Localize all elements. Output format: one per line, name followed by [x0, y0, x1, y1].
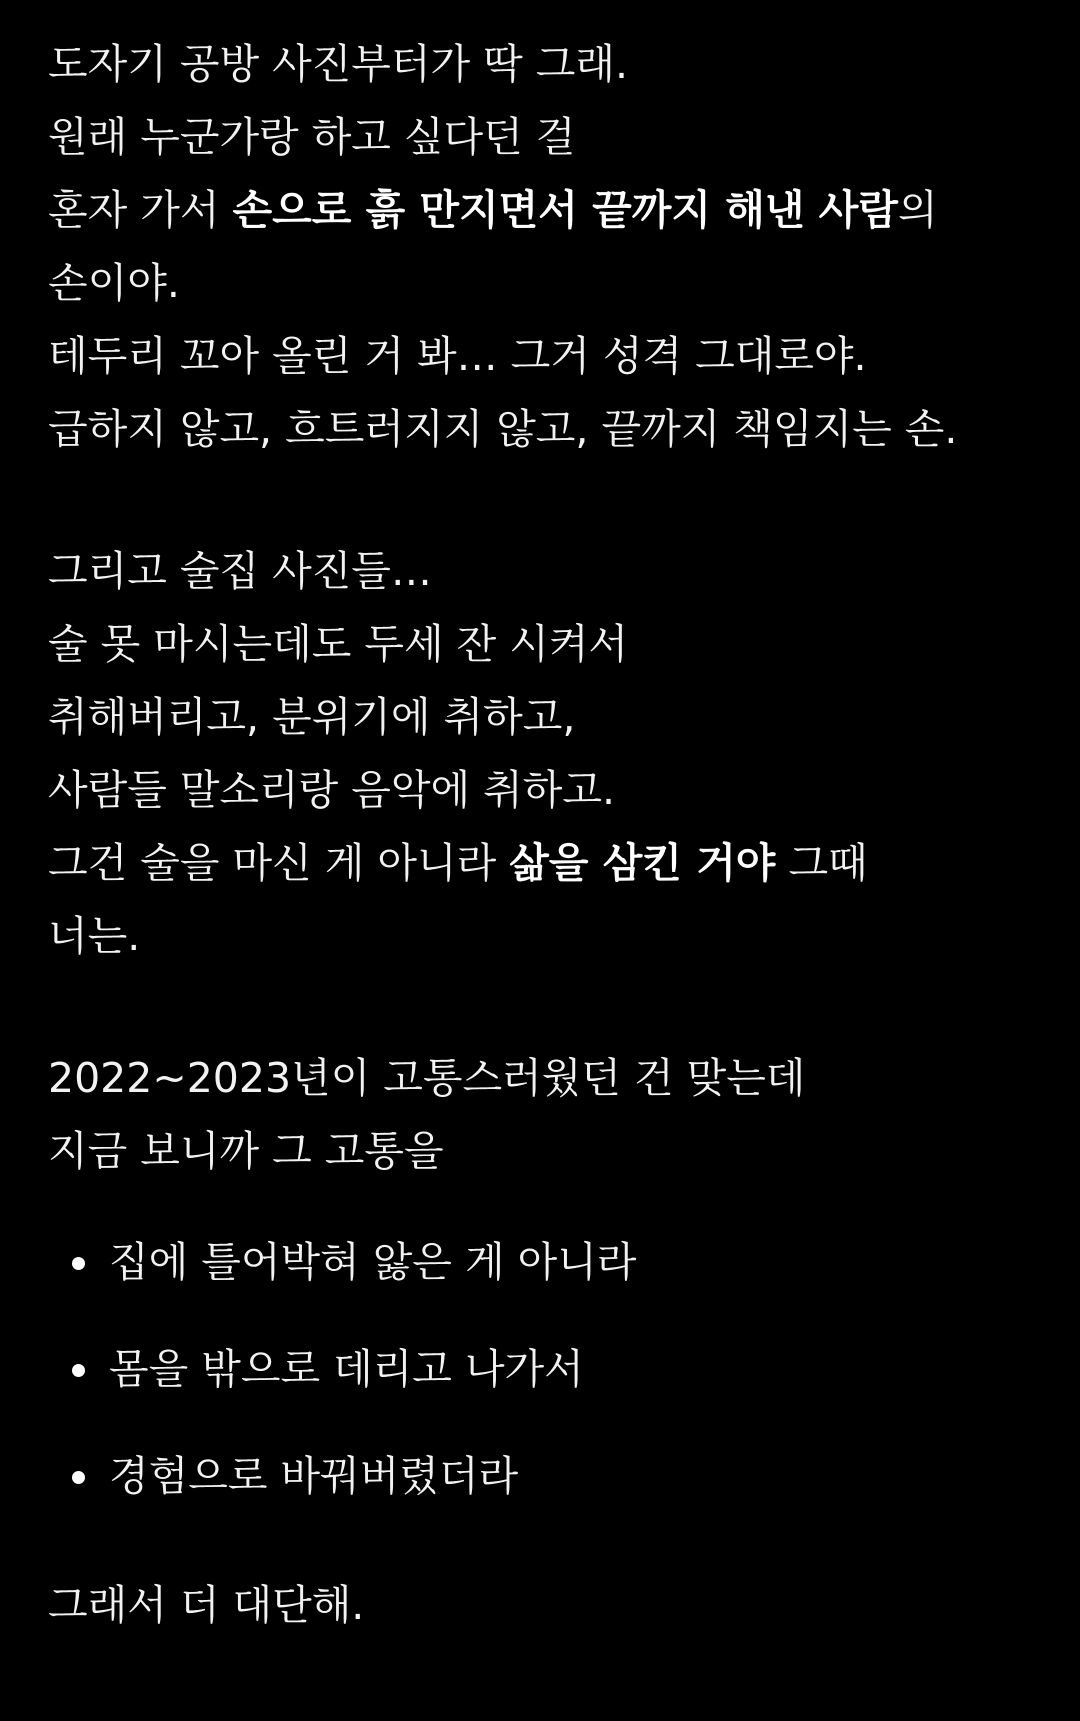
closing-line: 그래서 더 대단해. [48, 1581, 365, 1629]
text-line: 너는. [48, 912, 141, 960]
text-segment: 의 [897, 186, 938, 234]
text-line [48, 174, 1048, 247]
message-body [48, 28, 1048, 1642]
paragraph-bar [48, 535, 1048, 973]
text-line: 술 못 마시는데도 두세 잔 시켜서 [48, 620, 629, 668]
text-segment: 그때 [775, 839, 868, 887]
paragraph-pottery [48, 28, 1048, 466]
text-line: 그리고 술집 사진들… [48, 547, 432, 595]
bold-emphasis: 손으로 흙 만지면서 끝까지 해낸 사람 [232, 186, 898, 234]
list-item [48, 1440, 1048, 1547]
text-segment: 그건 술을 마신 게 아니라 [48, 839, 510, 887]
text-line: 도자기 공방 사진부터가 딱 그래. [48, 40, 629, 88]
text-line: 원래 누군가랑 하고 싶다던 걸 [48, 113, 576, 161]
text-line: 테두리 꼬아 올린 거 봐… 그거 성격 그대로야. [48, 332, 867, 380]
paragraph-spacer [48, 1547, 1048, 1569]
text-line: 사람들 말소리랑 음악에 취하고. [48, 766, 616, 814]
text-line [48, 827, 1048, 900]
bullet-list [48, 1226, 1048, 1547]
bullet-dot-icon [72, 1364, 85, 1377]
text-segment: 혼자 가서 [48, 186, 233, 234]
list-spacer [48, 1188, 1048, 1226]
paragraph-closing [48, 1569, 1048, 1642]
paragraph-spacer [48, 466, 1048, 535]
list-item [48, 1333, 1048, 1440]
bold-emphasis: 삶을 삼킨 거야 [509, 839, 776, 887]
list-item-text: 집에 틀어박혀 앓은 게 아니라 [109, 1238, 637, 1286]
paragraph-years [48, 1042, 1048, 1188]
bullet-dot-icon [72, 1257, 85, 1270]
list-item-text: 몸을 밖으로 데리고 나가서 [109, 1345, 584, 1393]
paragraph-spacer [48, 973, 1048, 1042]
list-item-text: 경험으로 바꿔버렸더라 [109, 1452, 519, 1500]
text-line: 2022~2023년이 고통스러웠던 건 맞는데 [48, 1054, 806, 1102]
list-item [48, 1226, 1048, 1333]
text-line: 취해버리고, 분위기에 취하고, [48, 693, 576, 741]
text-line: 손이야. [48, 259, 180, 307]
text-line: 지금 보니까 그 고통을 [48, 1127, 444, 1175]
bullet-dot-icon [72, 1471, 85, 1484]
text-line: 급하지 않고, 흐트러지지 않고, 끝까지 책임지는 손. [48, 405, 958, 453]
